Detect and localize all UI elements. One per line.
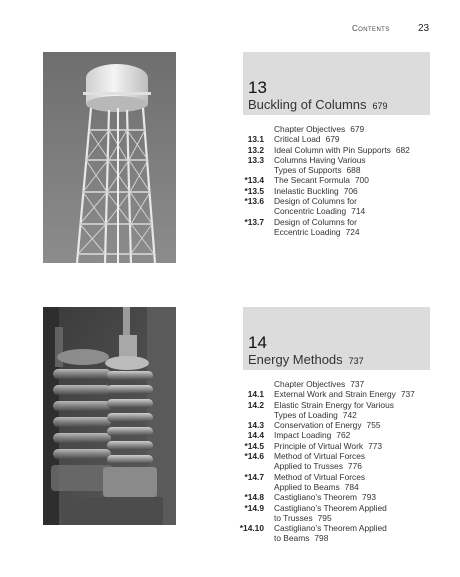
section-page: 762 (336, 430, 351, 441)
chapter-title (248, 352, 364, 367)
section-title-line (274, 379, 456, 389)
section-title (274, 196, 456, 217)
section-title (274, 400, 456, 421)
section-title-text: Design of Columns for (274, 196, 357, 207)
section-title-line (274, 124, 456, 134)
section-title-line (274, 196, 456, 206)
section-page: 798 (314, 533, 329, 544)
section-title (274, 523, 456, 544)
section-title-line (274, 492, 456, 502)
toc-entry (236, 196, 456, 217)
section-number (236, 379, 274, 389)
toc-entry (236, 389, 456, 399)
section-number: 14.2 (247, 399, 264, 410)
section-title (274, 420, 456, 430)
springs-photo (43, 307, 176, 525)
section-number: *14.5 (244, 440, 264, 451)
section-title-text: Columns Having Various (274, 154, 366, 165)
chapter-page: 679 (372, 101, 388, 111)
section-page: 742 (342, 409, 357, 420)
section-title-text: The Secant Formula (274, 175, 350, 186)
section-title-line (274, 165, 456, 175)
toc-entry (236, 451, 456, 472)
section-title-text: Castigliano’s Theorem Applied (274, 523, 387, 534)
section-title-text: Method of Virtual Forces (274, 451, 366, 462)
section-number: *14.8 (244, 492, 264, 503)
section-title-line (274, 175, 456, 185)
section-title-line (274, 206, 456, 216)
chapter-14-header (243, 307, 430, 370)
section-title-text: Types of Supports (274, 165, 342, 176)
toc-entry (236, 134, 456, 144)
toc-entry (236, 400, 456, 421)
section-title-line (274, 513, 456, 523)
section-title-text: to Trusses (274, 512, 313, 523)
section-number: *13.6 (244, 196, 264, 207)
section-number: 14.4 (247, 430, 264, 441)
section-title (274, 472, 456, 493)
chapter-number: 13 (248, 78, 267, 97)
section-title-text: Design of Columns for (274, 216, 357, 227)
section-page: 706 (343, 185, 358, 196)
toc-entry (236, 523, 456, 544)
section-title-text: Castigliano’s Theorem (274, 492, 358, 503)
section-page: 688 (346, 165, 361, 176)
section-title-text: Applied to Trusses (274, 461, 343, 472)
section-title-line (274, 410, 456, 420)
toc-entry (236, 430, 456, 440)
section-page: 755 (366, 420, 381, 431)
section-title-line (274, 523, 456, 533)
section-page: 700 (354, 175, 369, 186)
section-title (274, 134, 456, 144)
section-title (274, 155, 456, 176)
section-page: 795 (317, 512, 332, 523)
toc-entry (236, 145, 456, 155)
section-page: 784 (344, 481, 359, 492)
section-title-line (274, 503, 456, 513)
section-title (274, 145, 456, 155)
section-title-line (274, 134, 456, 144)
chapter-title (248, 97, 388, 112)
section-title-text: Concentric Loading (274, 206, 347, 217)
toc-entry (236, 441, 456, 451)
chapter-14-toc (236, 379, 456, 544)
toc-entry (236, 124, 456, 134)
section-number: *14.10 (239, 523, 264, 534)
section-number: *14.7 (244, 471, 264, 482)
section-page: 714 (351, 206, 366, 217)
section-title (274, 379, 456, 389)
section-number: *14.6 (244, 451, 264, 462)
section-title-line (274, 389, 456, 399)
toc-entry (236, 155, 456, 176)
section-title-text: Impact Loading (274, 430, 332, 441)
water-tower-photo (43, 52, 176, 263)
section-number (236, 124, 274, 134)
section-title-line (274, 400, 456, 410)
section-number: *13.5 (244, 185, 264, 196)
section-title-text: Inelastic Buckling (274, 185, 339, 196)
section-title-line (274, 482, 456, 492)
section-title (274, 503, 456, 524)
section-number: *14.9 (244, 502, 264, 513)
section-title (274, 186, 456, 196)
chapter-13-header (243, 52, 430, 115)
section-title-line (274, 186, 456, 196)
section-title (274, 175, 456, 185)
section-page: 724 (345, 226, 360, 237)
section-title-text: Applied to Beams (274, 481, 340, 492)
section-title-text: Method of Virtual Forces (274, 471, 366, 482)
section-title-text: Principle of Virtual Work (274, 440, 364, 451)
section-title-text: Chapter Objectives (274, 124, 346, 134)
section-title (274, 217, 456, 238)
section-title-text: External Work and Strain Energy (274, 389, 396, 400)
section-title-text: Castigliano’s Theorem Applied (274, 502, 387, 513)
section-title-line (274, 145, 456, 155)
section-number: 13.1 (247, 134, 264, 145)
section-title-text: Elastic Strain Energy for Various (274, 399, 394, 410)
section-page: 793 (362, 492, 377, 503)
section-page: 679 (325, 134, 340, 145)
section-title-line (274, 217, 456, 227)
chapter-13-toc (236, 124, 456, 237)
section-page: 682 (395, 144, 410, 155)
section-title-line (274, 441, 456, 451)
section-title-line (274, 461, 456, 471)
section-page: 776 (347, 461, 362, 472)
section-title-text: Conservation of Energy (274, 420, 362, 431)
toc-entry (236, 503, 456, 524)
toc-entry (236, 472, 456, 493)
section-page: 773 (368, 440, 383, 451)
section-number: 14.3 (247, 420, 264, 431)
toc-entry (236, 175, 456, 185)
chapter-number: 14 (248, 333, 267, 352)
section-title-line (274, 533, 456, 543)
section-page: 737 (350, 379, 365, 389)
section-title-text: Chapter Objectives (274, 379, 346, 389)
section-number: 14.1 (247, 389, 264, 400)
section-number: 13.3 (247, 154, 264, 165)
toc-entry (236, 379, 456, 389)
section-page: 679 (350, 124, 365, 134)
section-title (274, 430, 456, 440)
toc-entry (236, 492, 456, 502)
section-number: *13.7 (244, 216, 264, 227)
toc-entry (236, 217, 456, 238)
section-title (274, 451, 456, 472)
toc-entry (236, 420, 456, 430)
section-number: 13.2 (247, 144, 264, 155)
chapter-title-text: Energy Methods (248, 352, 343, 367)
toc-entry (236, 186, 456, 196)
section-title-text: Eccentric Loading (274, 226, 341, 237)
section-title-text: Critical Load (274, 134, 321, 145)
section-title (274, 492, 456, 502)
page-number: 23 (418, 23, 430, 34)
chapter-page: 737 (348, 356, 364, 366)
section-title-line (274, 155, 456, 165)
section-title-line (274, 430, 456, 440)
section-title-text: Ideal Column with Pin Supports (274, 144, 391, 155)
section-title-line (274, 420, 456, 430)
section-page: 737 (400, 389, 415, 400)
section-title (274, 124, 456, 134)
section-title-line (274, 451, 456, 461)
section-title (274, 441, 456, 451)
section-title-line (274, 227, 456, 237)
section-title-text: to Beams (274, 533, 310, 544)
running-head: Contents (352, 24, 390, 33)
section-title (274, 389, 456, 399)
section-number: *13.4 (244, 175, 264, 186)
chapter-title-text: Buckling of Columns (248, 97, 367, 112)
section-title-text: Types of Loading (274, 409, 338, 420)
section-title-line (274, 472, 456, 482)
